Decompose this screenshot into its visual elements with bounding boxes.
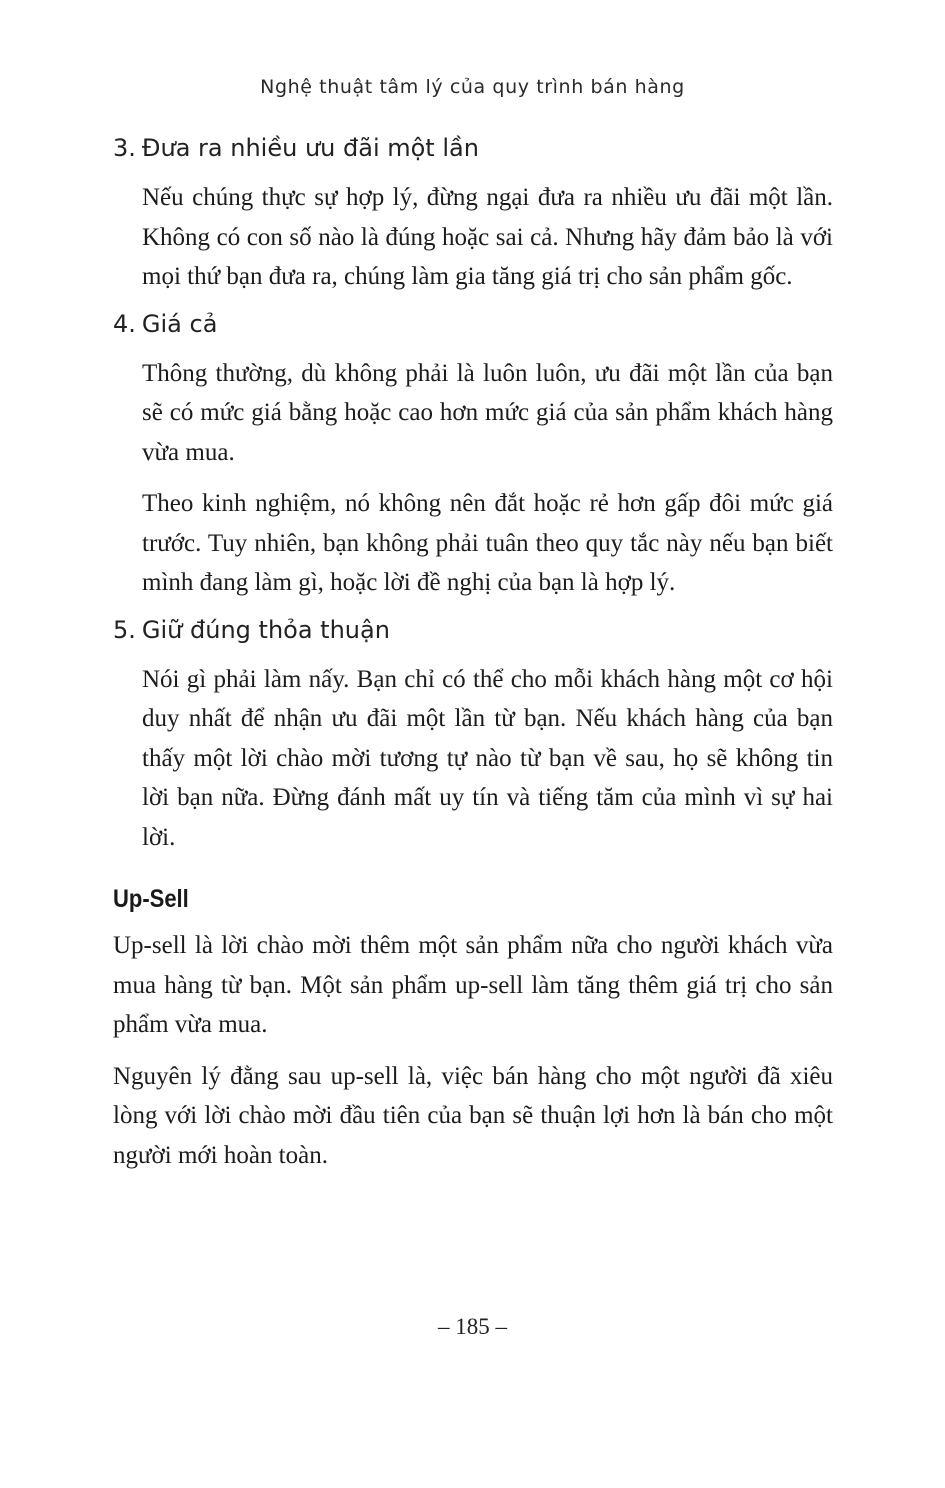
list-item-4 (113, 304, 833, 603)
section-heading: Up-Sell (113, 885, 189, 913)
running-header: Nghệ thuật tâm lý của quy trình bán hàng (260, 76, 685, 98)
body-paragraph: Theo kinh nghiệm, nó không nên đắt hoặc rẻ hơn gấp đôi mức giá trước. Tuy nhiên, bạn không phải tuân theo quy tắc này nếu bạn biết mình đang làm gì, hoặc lời đề nghị của bạn là hợp lý. (142, 490, 833, 596)
page-content (113, 128, 833, 1175)
list-item-number: 5. (113, 615, 136, 644)
body-paragraph: Up-sell là lời chào mời thêm một sản phẩm nữa cho người khách vừa mua hàng từ bạn. Một sản phẩm up-sell làm tăng thêm giá trị cho sản phẩm vừa mua. (113, 932, 833, 1038)
upsell-section (113, 885, 833, 1175)
body-paragraph: Nói gì phải làm nấy. Bạn chỉ có thể cho mỗi khách hàng một cơ hội duy nhất để nhận ưu đãi một lần từ bạn. Nếu khách hàng của bạn thấy một lời chào mời tương tự nào từ bạn về sau, họ sẽ không tin lời bạn nữa. Đừng đánh mất uy tín và tiếng tăm của mình vì sự hai lời. (142, 665, 833, 851)
list-item-title (113, 304, 833, 344)
list-item-title (113, 610, 833, 650)
body-paragraph: Nếu chúng thực sự hợp lý, đừng ngại đưa ra nhiều ưu đãi một lần. Không có con số nào là đúng hoặc sai cả. Nhưng hãy đảm bảo là với mọi thứ bạn đưa ra, chúng làm gia tăng giá trị cho sản phẩm gốc. (142, 184, 833, 290)
list-item-body (142, 178, 833, 297)
list-item-heading: Đưa ra nhiều ưu đãi một lần (141, 134, 479, 162)
list-item-body (142, 354, 833, 603)
list-item-3 (113, 128, 833, 297)
list-item-5 (113, 610, 833, 858)
body-paragraph: Nguyên lý đằng sau up-sell là, việc bán hàng cho một người đã xiêu lòng với lời chào mời đầu tiên của bạn sẽ thuận lợi hơn là bán cho một người mới hoàn toàn. (113, 1062, 833, 1169)
body-paragraph: Thông thường, dù không phải là luôn luôn, ưu đãi một lần của bạn sẽ có mức giá bằng hoặc cao hơn mức giá của sản phẩm khách hàng vừa mua. (142, 359, 833, 466)
list-item-number: 3. (113, 134, 136, 162)
list-item-heading: Giữ đúng thỏa thuận (141, 615, 390, 644)
list-item-heading: Giá cả (141, 309, 218, 338)
list-item-body (142, 660, 833, 858)
list-item-title (113, 128, 833, 168)
page-number: – 185 – (438, 1314, 507, 1339)
list-item-number: 4. (113, 309, 136, 338)
